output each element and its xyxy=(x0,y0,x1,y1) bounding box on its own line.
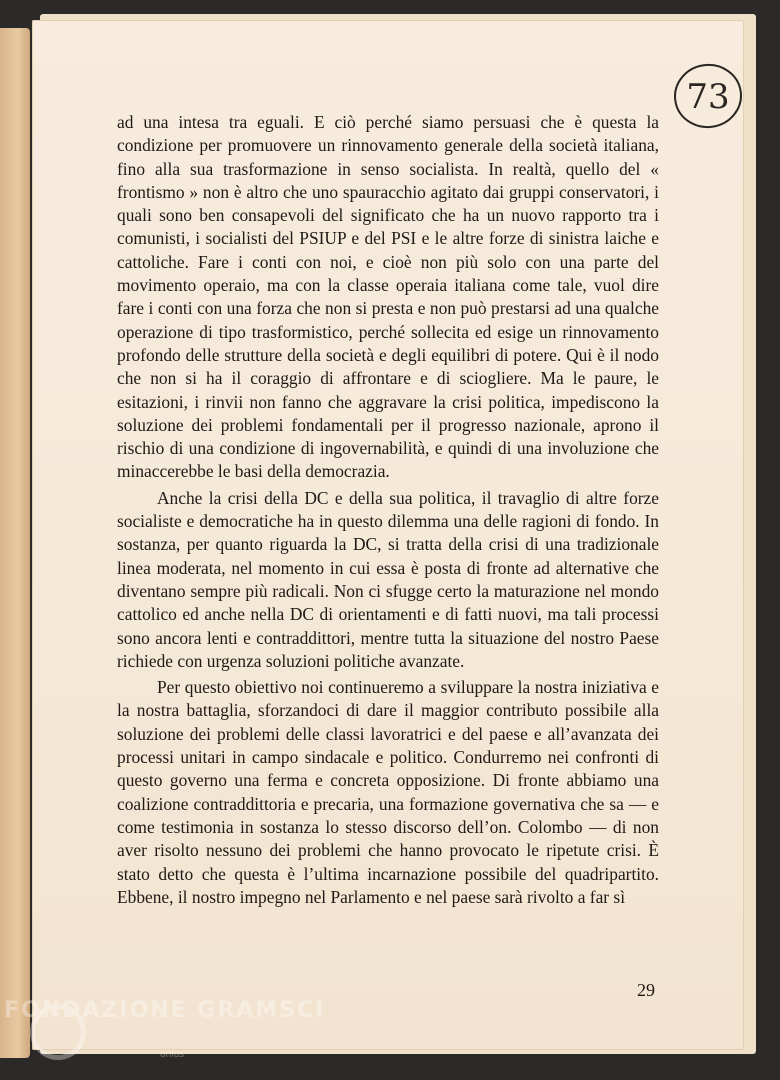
paragraph-1: ad una intesa tra eguali. E ciò perché siamo persuasi che è questa la condizione per promuovere un rinnovamento generale della società italiana, fino alla sua trasformazione in senso socialista. In realtà, quello del « frontismo » non è altro che uno spauracchio agitato dai gruppi conservatori, i quali sono ben consapevoli del significato che ha un nuovo rapporto tra i comunisti, i socialisti del PSIUP e del PSI e le altre forze di sinistra laiche e cattoliche. Fare i conti con noi, e cioè non più solo con una parte del movimento operaio, ma con la classe operaia italiana come tale, vuol dire fare i conti con una forza che non si presta e non può prestarsi ad una qualche operazione di tipo trasformistico, perché sollecita ed esige un rinnovamento profondo delle strutture della società e degli equilibri di potere. Qui è il nodo che non si ha il coraggio di affrontare e di sciogliere. Ma le paure, le esitazioni, i rinvii non fanno che aggravare la crisi politica, impediscono la soluzione dei problemi fondamentali per il progresso nazionale, aprono il rischio di una condizione di ingovernabilità, e quindi di una involuzione che minaccerebbe le basi della democrazia. xyxy=(117,112,659,482)
page-number: 29 xyxy=(637,980,655,1000)
paragraph-3: Per questo obiettivo noi continueremo a sviluppare la nostra iniziativa e la nostra battaglia, sforzandoci di dare il maggior contributo possibile alla soluzione dei problemi delle classi lavoratrici e del paese e all’avanzata dei processi unitari in campo sindacale e politico. Condurremo nei confronti di questo governo una ferma e concreta opposizione. Di fronte abbiamo una coalizione contraddittoria e precaria, una formazione governativa che sa — e come testimonia in sostanza lo stesso discorso dell’on. Colombo — di non aver risolto nessuno dei problemi che hanno provocato le ripetute crisi. È stato detto che questa è l’ultima incarnazione possibile del quadripartito. Ebbene, il nostro impegno nel Parlamento e nel paese sarà rivolto a far sì xyxy=(117,677,659,907)
archive-watermark-logo xyxy=(0,992,326,1062)
book-page xyxy=(32,20,744,1050)
paragraph-2: Anche la crisi della DC e della sua politica, il travaglio di altre forze socialiste e democratiche ha in questo dilemma una delle ragioni di fondo. In sostanza, per quanto riguarda la DC, si tratta della crisi di una tradizionale linea moderata, nel momento in cui essa è posta di fronte ad alternative che diventano sempre più radicali. Non ci sfugge certo la maturazione nel mondo cattolico ed anche nella DC di orientamenti e di fatti nuovi, ma tali processi sono ancora lenti e contraddittori, mentre tutta la situazione del nostro Paese richiede con urgenza soluzioni politiche avanzate. xyxy=(117,487,659,671)
handwritten-folio-number xyxy=(670,56,746,132)
watermark-text: FONDAZIONE GRAMSCI xyxy=(4,998,326,1023)
watermark-suffix: onlus xyxy=(160,1050,185,1060)
facing-page-edge xyxy=(0,28,30,1058)
folio-text: 73 xyxy=(686,77,730,117)
body-text xyxy=(117,111,659,909)
